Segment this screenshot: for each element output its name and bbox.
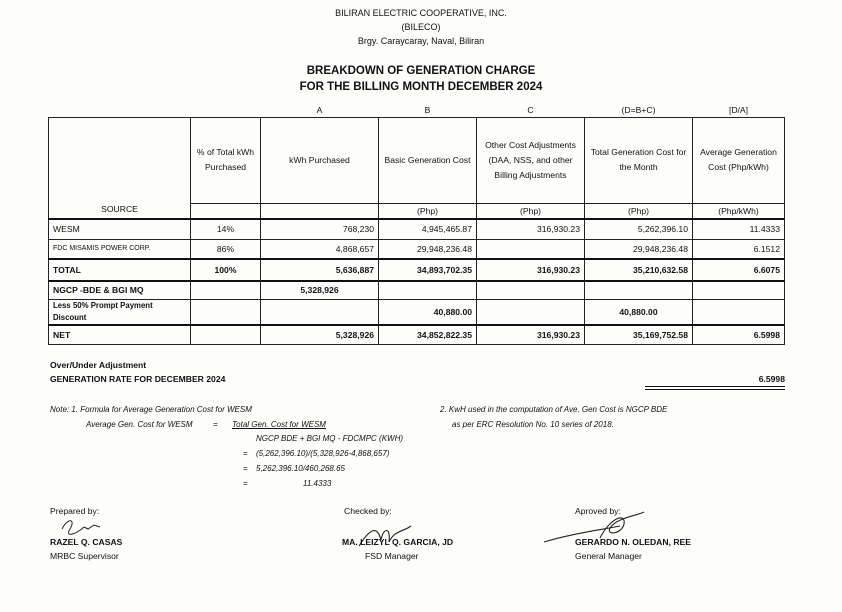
note1-eq2: =	[243, 449, 248, 458]
company-name: BILIRAN ELECTRIC COOPERATIVE, INC.	[335, 8, 507, 18]
row-other: 316,930.23	[477, 219, 585, 239]
report-title-line1: BREAKDOWN OF GENERATION CHARGE	[306, 65, 536, 77]
row-avg: 11.4333	[693, 219, 785, 239]
row-kwh: 5,636,887	[261, 259, 379, 281]
note1-denominator: NGCP BDE + BGI MQ - FDCMPC (KWH)	[256, 434, 404, 443]
table-row	[49, 325, 785, 345]
table-row	[49, 219, 785, 239]
avg-header: Average Generation Cost (Php/kWh)	[693, 117, 785, 203]
row-other: 316,930.23	[477, 325, 585, 345]
prepared-label: Prepared by:	[50, 506, 100, 516]
row-basic: 34,893,702.35	[379, 259, 477, 281]
note1-eq4: =	[243, 479, 248, 488]
row-avg: 6.1512	[693, 239, 785, 259]
unit-total: (Php)	[585, 203, 693, 219]
note1-eq: =	[213, 420, 218, 429]
checked-signature	[355, 520, 415, 552]
row-kwh: 768,230	[261, 219, 379, 239]
row-total: 29,948,236.48	[585, 239, 693, 259]
note1-title: Note: 1. Formula for Average Generation Cost for WESM	[50, 405, 252, 414]
row-total: 5,262,396.10	[585, 219, 693, 239]
row-avg: 6.5998	[693, 325, 785, 345]
unit-other: (Php)	[477, 203, 585, 219]
double-underline	[645, 386, 785, 390]
checked-name: MA. LEIZYL Q. GARCIA, JD	[342, 537, 454, 547]
col-letter-e: [D/A]	[728, 104, 749, 115]
col-letter-c: C	[527, 104, 534, 115]
unit-basic: (Php)	[379, 203, 477, 219]
row-other: 316,930.23	[477, 259, 585, 281]
note1-numerator: Total Gen. Cost for WESM	[232, 420, 326, 429]
table-row	[49, 281, 785, 299]
row-avg: 6.6075	[693, 259, 785, 281]
company-address: Brgy. Caraycaray, Naval, Biliran	[357, 36, 485, 46]
table-row	[49, 239, 785, 259]
col-letter-b: B	[424, 104, 431, 115]
row-source: NET	[49, 325, 191, 345]
checked-label: Checked by:	[344, 506, 392, 516]
approved-name: GERARDO N. OLEDAN, REE	[575, 537, 692, 547]
row-pct: 100%	[191, 259, 261, 281]
row-source: TOTAL	[49, 259, 191, 281]
generation-rate-label: GENERATION RATE FOR DECEMBER 2024	[50, 374, 226, 384]
checked-title: FSD Manager	[365, 551, 419, 561]
row-total: 35,210,632.58	[585, 259, 693, 281]
row-source: Less 50% Prompt Payment Discount	[49, 299, 191, 325]
row-source: FDC MISAMIS POWER CORP.	[49, 239, 191, 259]
row-basic: 40,880.00	[379, 299, 477, 325]
company-abbr: (BILECO)	[401, 22, 441, 32]
row-basic: 29,948,236.48	[379, 239, 477, 259]
approved-title: General Manager	[575, 551, 642, 561]
row-source: NGCP -BDE & BGI MQ	[49, 281, 191, 299]
table-row	[49, 259, 785, 281]
pct-header: % of Total kWh Purchased	[191, 117, 261, 203]
over-under-label: Over/Under Adjustment	[50, 360, 147, 370]
row-kwh: 5,328,926	[261, 325, 379, 345]
note1-step2: 5,262,396.10/460,268.65	[256, 464, 345, 473]
row-other	[477, 239, 585, 259]
unit-avg: (Php/kWh)	[693, 203, 785, 219]
note1-lhs: Average Gen. Cost for WESM	[86, 420, 193, 429]
row-basic: 34,852,822.35	[379, 325, 477, 345]
row-pct: 14%	[191, 219, 261, 239]
source-header: SOURCE	[49, 117, 191, 219]
row-kwh: 5,328,926	[261, 281, 379, 299]
report-title-line2: FOR THE BILLING MONTH DECEMBER 2024	[299, 81, 543, 93]
col-letter-d: (D=B+C)	[621, 104, 656, 115]
col-letter-a: A	[316, 104, 323, 115]
row-total: 40,880.00	[585, 299, 693, 325]
note2-line2: as per ERC Resolution No. 10 series of 2018.	[452, 420, 614, 429]
row-total: 35,169,752.58	[585, 325, 693, 345]
note2-line1: 2. KwH used in the computation of Ave. Gen Cost is NGCP BDE	[440, 405, 668, 414]
prepared-title: MRBC Supervisor	[50, 551, 119, 561]
note1-eq3: =	[243, 464, 248, 473]
row-kwh: 4,868,657	[261, 239, 379, 259]
table-row	[49, 299, 785, 325]
note1-step1: (5,262,396.10)/(5,328,926-4,868,657)	[256, 449, 390, 458]
total-header: Total Generation Cost for the Month	[585, 117, 693, 203]
header-row	[49, 117, 785, 203]
note1-result: 11.4333	[303, 479, 332, 488]
generation-rate-value: 6.5998	[758, 374, 785, 384]
row-source: WESM	[49, 219, 191, 239]
basic-header: Basic Generation Cost	[379, 117, 477, 203]
row-pct: 86%	[191, 239, 261, 259]
kwh-header: kWh Purchased	[261, 117, 379, 203]
generation-charge-table	[48, 103, 785, 345]
prepared-name: RAZEL Q. CASAS	[50, 537, 123, 547]
row-basic: 4,945,465.87	[379, 219, 477, 239]
approved-label: Aproved by:	[575, 506, 621, 516]
prepared-signature	[58, 515, 108, 537]
other-header: Other Cost Adjustments (DAA, NSS, and other Billing Adjustments	[477, 117, 585, 203]
